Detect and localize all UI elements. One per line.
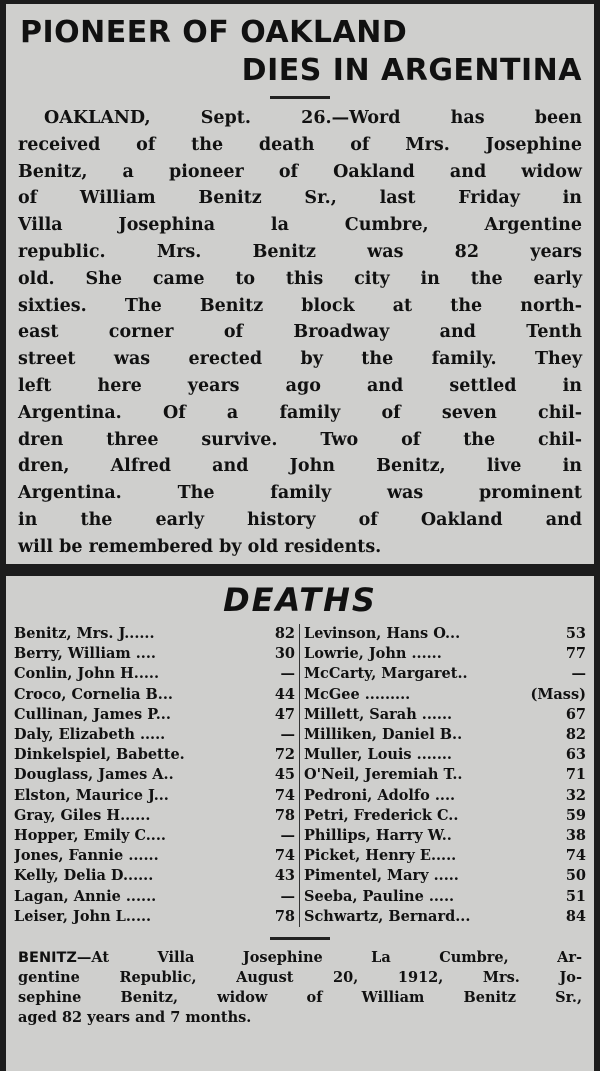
death-entry xyxy=(14,745,295,765)
headline-rule xyxy=(270,96,330,99)
article-line: dren, Alfred and John Benitz, live in xyxy=(18,456,582,477)
death-entry-age: 78 xyxy=(274,806,295,824)
death-entry-age: — xyxy=(280,827,295,845)
death-entry xyxy=(304,725,586,745)
death-notice xyxy=(14,948,586,1028)
death-entry xyxy=(14,846,295,866)
death-entry-name: Levinson, Hans O... xyxy=(304,625,461,642)
death-entry-age: — xyxy=(280,726,295,744)
death-entry-name: Gray, Giles H...... xyxy=(14,806,151,824)
death-entry-age: 30 xyxy=(274,645,295,663)
death-entry-age: 82 xyxy=(274,625,295,642)
death-entry xyxy=(14,907,295,927)
death-entry-name: Kelly, Delia D...... xyxy=(14,867,154,885)
death-entry-name: Dinkelspiel, Babette. xyxy=(14,746,185,764)
death-entry xyxy=(14,624,295,644)
notice-rule xyxy=(270,937,330,940)
death-entry-name: Millett, Sarah ...... xyxy=(304,705,453,723)
article-line: left here years ago and settled in xyxy=(18,375,582,396)
death-entry xyxy=(304,664,586,684)
death-entry xyxy=(304,685,586,705)
death-entry-name: Phillips, Harry W.. xyxy=(304,827,452,845)
death-entry-age: 78 xyxy=(274,907,295,925)
article-line: republic. Mrs. Benitz was 82 years xyxy=(18,241,582,262)
death-entry-name: Douglass, James A.. xyxy=(14,766,174,784)
death-entry-name: Conlin, John H..... xyxy=(14,665,160,683)
article-line: Benitz, a pioneer of Oakland and widow xyxy=(18,161,582,182)
death-entry xyxy=(304,705,586,725)
notice-line-2: gentine Republic, August 20, 1912, Mrs. Jo- xyxy=(18,969,582,987)
article-line: in the early history of Oakland and xyxy=(18,509,582,530)
death-entry xyxy=(14,725,295,745)
death-entry-name: Berry, William .... xyxy=(14,645,156,663)
death-entry xyxy=(304,624,586,644)
death-entry xyxy=(14,826,295,846)
death-entry xyxy=(14,705,295,725)
death-entry xyxy=(304,887,586,907)
article-line: Argentina. Of a family of seven chil- xyxy=(18,402,582,423)
death-entry-name: Picket, Henry E..... xyxy=(304,847,457,865)
article-line: will be remembered by old residents. xyxy=(18,536,382,557)
notice-line-4: aged 82 years and 7 months. xyxy=(18,1009,252,1027)
death-entry-name: Daly, Elizabeth ..... xyxy=(14,726,166,744)
deaths-column-right xyxy=(300,624,586,927)
death-entry-age: 74 xyxy=(274,847,295,865)
death-entry-name: Pedroni, Adolfo .... xyxy=(304,786,456,804)
death-entry-age: 82 xyxy=(565,726,586,744)
death-entry-name: Pimentel, Mary ..... xyxy=(304,867,459,885)
death-entry-age: 43 xyxy=(274,867,295,885)
notice-line-3: sephine Benitz, widow of William Benitz Sr., xyxy=(18,989,582,1007)
death-entry-age: 47 xyxy=(274,705,295,723)
death-entry-age: 38 xyxy=(565,827,586,845)
death-entry-name: McCarty, Margaret.. xyxy=(304,665,468,683)
death-entry-name: Elston, Maurice J... xyxy=(14,786,169,804)
death-entry xyxy=(14,685,295,705)
death-entry xyxy=(14,887,295,907)
death-entry-name: Croco, Cornelia B... xyxy=(14,685,173,703)
death-entry-age: 71 xyxy=(565,766,586,784)
death-entry-age: 74 xyxy=(565,847,586,865)
death-entry-age: 74 xyxy=(274,786,295,804)
death-entry xyxy=(14,786,295,806)
death-entry xyxy=(304,644,586,664)
death-entry-age: 51 xyxy=(565,887,586,905)
death-entry-name: Leiser, John L..... xyxy=(14,907,152,925)
death-entry xyxy=(14,644,295,664)
death-entry-age: 72 xyxy=(274,746,295,764)
death-entry-name: Lagan, Annie ...... xyxy=(14,887,157,905)
death-entry xyxy=(304,786,586,806)
death-entry-age: (Mass) xyxy=(530,685,586,703)
death-entry-name: Benitz, Mrs. J...... xyxy=(14,625,155,642)
article-body xyxy=(16,105,584,561)
article-line: of William Benitz Sr., last Friday in xyxy=(18,188,582,209)
article-line: east corner of Broadway and Tenth xyxy=(18,322,582,343)
death-entry xyxy=(304,806,586,826)
death-entry-name: Cullinan, James P... xyxy=(14,705,171,723)
article-line: OAKLAND, Sept. 26.—Word has been xyxy=(44,108,582,128)
death-entry xyxy=(304,765,586,785)
death-entry xyxy=(304,745,586,765)
death-entry-age: — xyxy=(571,665,586,683)
death-entry-age: 53 xyxy=(565,625,586,642)
death-entry-name: Lowrie, John ...... xyxy=(304,645,442,663)
death-entry-age: 45 xyxy=(274,766,295,784)
death-entry-age: 67 xyxy=(565,705,586,723)
notice-line-1-rest: —At Villa Josephine La Cumbre, Ar- xyxy=(76,949,582,967)
death-entry-name: O'Neil, Jeremiah T.. xyxy=(304,766,463,784)
article-line: sixties. The Benitz block at the north- xyxy=(18,295,582,316)
death-entry-age: 84 xyxy=(565,907,586,925)
death-entry-name: Jones, Fannie ...... xyxy=(14,847,159,865)
notice-lead: BENITZ xyxy=(18,950,77,967)
death-entry xyxy=(304,846,586,866)
death-entry xyxy=(14,806,295,826)
article-line: Argentina. The family was prominent xyxy=(18,483,582,504)
death-entry-age: 32 xyxy=(565,786,586,804)
death-entry-age: — xyxy=(280,665,295,683)
death-entry-name: Milliken, Daniel B.. xyxy=(304,726,463,744)
article-line: received of the death of Mrs. Josephine xyxy=(18,134,582,155)
death-entry-age: 44 xyxy=(274,685,295,703)
article-line: old. She came to this city in the early xyxy=(18,268,582,289)
headline-line-1: PIONEER OF OAKLAND xyxy=(20,15,408,50)
death-entry xyxy=(14,664,295,684)
death-entry xyxy=(304,907,586,927)
death-entry-name: Petri, Frederick C.. xyxy=(304,806,459,824)
death-entry-age: 50 xyxy=(565,867,586,885)
deaths-column-left xyxy=(14,624,300,927)
death-entry-age: 63 xyxy=(565,746,586,764)
death-entry xyxy=(304,826,586,846)
death-entry-name: McGee ......... xyxy=(304,685,411,703)
article-line: street was erected by the family. They xyxy=(18,349,582,370)
death-entry xyxy=(14,765,295,785)
article-line: dren three survive. Two of the chil- xyxy=(18,429,582,450)
death-entry xyxy=(14,866,295,886)
death-entry-age: 59 xyxy=(565,806,586,824)
death-entry-name: Seeba, Pauline ..... xyxy=(304,887,455,905)
deaths-columns xyxy=(14,624,586,927)
death-entry-age: 77 xyxy=(565,645,586,663)
headline-line-2: DIES IN ARGENTINA xyxy=(241,53,582,88)
death-entry-age: — xyxy=(280,887,295,905)
deaths-clipping xyxy=(6,576,594,1071)
death-entry xyxy=(304,866,586,886)
article-clipping xyxy=(6,4,594,564)
death-entry-name: Hopper, Emily C.... xyxy=(14,827,166,845)
notice-line-1 xyxy=(18,948,582,968)
death-entry-name: Muller, Louis ....... xyxy=(304,746,452,764)
article-line: Villa Josephina la Cumbre, Argentine xyxy=(18,215,582,236)
death-entry-name: Schwartz, Bernard... xyxy=(304,907,471,925)
deaths-title: DEATHS xyxy=(223,581,377,619)
